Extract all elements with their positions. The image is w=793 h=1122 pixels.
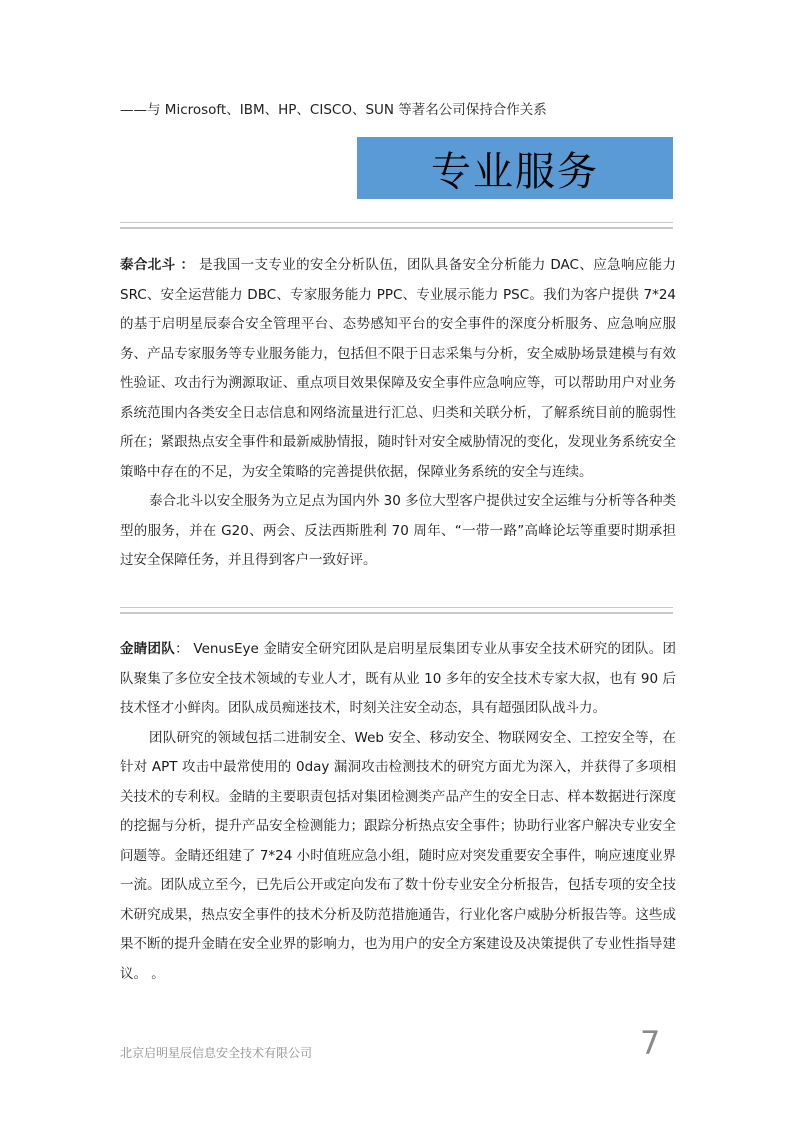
section-venuseye: [120, 635, 676, 989]
section-taihe-beidou: [120, 251, 676, 576]
section1-lead: 泰合北斗 ：: [120, 257, 195, 273]
divider-middle: [120, 607, 673, 614]
section1-paragraph1: [120, 251, 676, 487]
section-banner: [357, 137, 673, 199]
page-number: 7: [640, 1024, 661, 1062]
section2-paragraph2: 团队研究的领域包括二进制安全、Web 安全、移动安全、物联网安全、工控安全等，在针对 APT 攻击中最常使用的 0day 漏洞攻击检测技术的研究方面尤为深入，并获得了多项相关技术的专利权。金睛的主要职责包括对集团检测类产品产生的安全日志、样本数据进行深度的挖掘与分析，提升产品安全检测能力；跟踪分析热点安全事件；协助行业客户解决专业安全问题等。金睛还组建了 7*24 小时值班应急小组，随时应对突发重要安全事件，响应速度业界一流。团队成立至今，已先后公开或定向发布了数十份专业安全分析报告，包括专项的安全技术研究成果，热点安全事件的技术分析及防范措施通告，行业化客户威胁分析报告等。这些成果不断的提升金睛在安全业界的影响力，也为用户的安全方案建设及决策提供了专业性指导建议。 。: [120, 729, 676, 982]
section2-paragraph1: [120, 635, 676, 724]
header-subtitle: ——与 Microsoft、IBM、HP、CISCO、SUN 等著名公司保持合作关系: [120, 102, 547, 118]
section1-paragraph2: 泰合北斗以安全服务为立足点为国内外 30 多位大型客户提供过安全运维与分析等各种类型的服务，并在 G20、两会、反法西斯胜利 70 周年、“一带一路”高峰论坛等重要时期承担过安全保障任务，并且得到客户一致好评。: [120, 493, 676, 568]
section1-text1: 是我国一支专业的安全分析队伍，团队具备安全分析能力 DAC、应急响应能力 SRC、安全运营能力 DBC、专家服务能力 PPC、专业展示能力 PSC。我们为客户提供 7*24 的基于启明星辰泰合安全管理平台、态势感知平台的安全事件的深度分析服务、应急响应服务、产品专家服务等专业服务能力，包括但不限于日志采集与分析，安全威胁场景建模与有效性验证、攻击行为溯源取证、重点项目效果保障及安全事件应急响应等，可以帮助用户对业务系统范围内各类安全日志信息和网络流量进行汇总、归类和关联分析，了解系统目前的脆弱性所在；紧跟热点安全事件和最新威胁情报，随时针对安全威胁情况的变化，发现业务系统安全策略中存在的不足，为安全策略的完善提供依据，保障业务系统的安全与连续。: [120, 257, 677, 480]
footer-company-name: 北京启明星辰信息安全技术有限公司: [120, 1046, 313, 1060]
section2-lead: 金睛团队: [120, 641, 176, 657]
section2-text1: ： VenusEye 金睛安全研究团队是启明星辰集团专业从事安全技术研究的团队。团队聚集了多位安全技术领域的专业人才，既有从业 10 多年的安全技术专家大叔，也有 90 后技术怪才小鲜肉。团队成员痴迷技术，时刻关注安全动态，具有超强团队战斗力。: [120, 641, 677, 716]
divider-top: [120, 222, 673, 229]
banner-title: 专业服务: [431, 148, 599, 195]
